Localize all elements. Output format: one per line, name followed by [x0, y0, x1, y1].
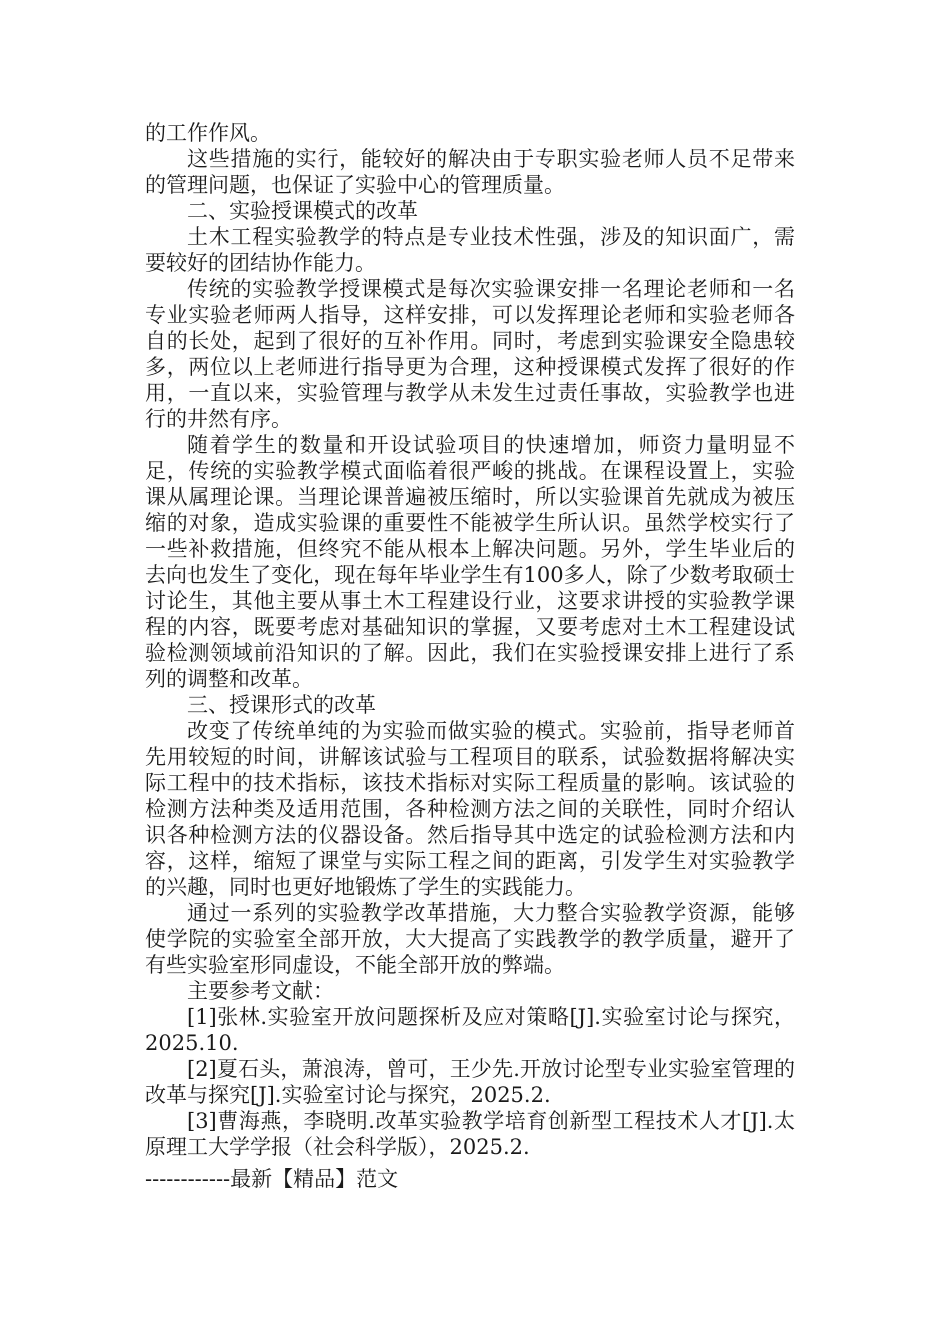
- section-heading-2: 二、实验授课模式的改革: [187, 199, 418, 223]
- paragraph-form-reform: 改变了传统单纯的为实验而做实验的模式。实验前，指导老师首先用较短的时间，讲解该试验与工程项目的联系，试验数据将解决实际工程中的技术指标，该技术指标对实际工程质量的影响。该试验的检测方法种类及适用范围，各种检测方法之间的关联性，同时介绍认识各种检测方法的仪器设备。然后指导其中选定的试验检测方法和内容，这样，缩短了课堂与实际工程之间的距离，引发学生对实验教学的兴趣，同时也更好地锻炼了学生的实践能力。: [145, 719, 795, 899]
- paragraph-continuation: 的工作作风。: [145, 121, 271, 145]
- reference-item-1: [1]张林.实验室开放问题探析及应对策略[J].实验室讨论与探究，2025.10.: [145, 1005, 795, 1055]
- paragraph-conclusion: 通过一系列的实验教学改革措施，大力整合实验教学资源，能够使学院的实验室全部开放，大大提高了实践教学的教学质量，避开了有些实验室形同虚设，不能全部开放的弊端。: [145, 901, 795, 977]
- document-body: [145, 120, 795, 1160]
- page-footer: ------------最新【精品】范文: [145, 1167, 399, 1191]
- paragraph-measures: 这些措施的实行，能较好的解决由于专职实验老师人员不足带来的管理问题，也保证了实验中心的管理质量。: [145, 147, 795, 197]
- references-title: 主要参考文献：: [187, 979, 334, 1003]
- reference-item-3: [3]曹海燕，李晓明.改革实验教学培育创新型工程技术人才[J].太原理工大学学报（社会科学版），2025.2.: [145, 1109, 795, 1159]
- paragraph-traditional-mode: 传统的实验教学授课模式是每次实验课安排一名理论老师和一名专业实验老师两人指导，这样安排，可以发挥理论老师和实验老师各自的长处，起到了很好的互补作用。同时，考虑到实验课安全隐患较多，两位以上老师进行指导更为合理，这种授课模式发挥了很好的作用，一直以来，实验管理与教学从未发生过责任事故，实验教学也进行的井然有序。: [145, 277, 795, 431]
- reference-item-2: [2]夏石头，萧浪涛，曾可，王少先.开放讨论型专业实验室管理的改革与探究[J].实验室讨论与探究，2025.2.: [145, 1057, 795, 1107]
- paragraph-features: 土木工程实验教学的特点是专业技术性强，涉及的知识面广，需要较好的团结协作能力。: [145, 225, 795, 275]
- section-heading-3: 三、授课形式的改革: [187, 693, 376, 717]
- paragraph-challenges: 随着学生的数量和开设试验项目的快速增加，师资力量明显不足，传统的实验教学模式面临着很严峻的挑战。在课程设置上，实验课从属理论课。当理论课普遍被压缩时，所以实验课首先就成为被压缩的对象，造成实验课的重要性不能被学生所认识。虽然学校实行了一些补救措施，但终究不能从根本上解决问题。另外，学生毕业后的去向也发生了变化，现在每年毕业学生有100多人，除了少数考取硕士讨论生，其他主要从事土木工程建设行业，这要求讲授的实验教学课程的内容，既要考虑对基础知识的掌握，又要考虑对土木工程建设试验检测领域前沿知识的了解。因此，我们在实验授课安排上进行了系列的调整和改革。: [145, 433, 795, 691]
